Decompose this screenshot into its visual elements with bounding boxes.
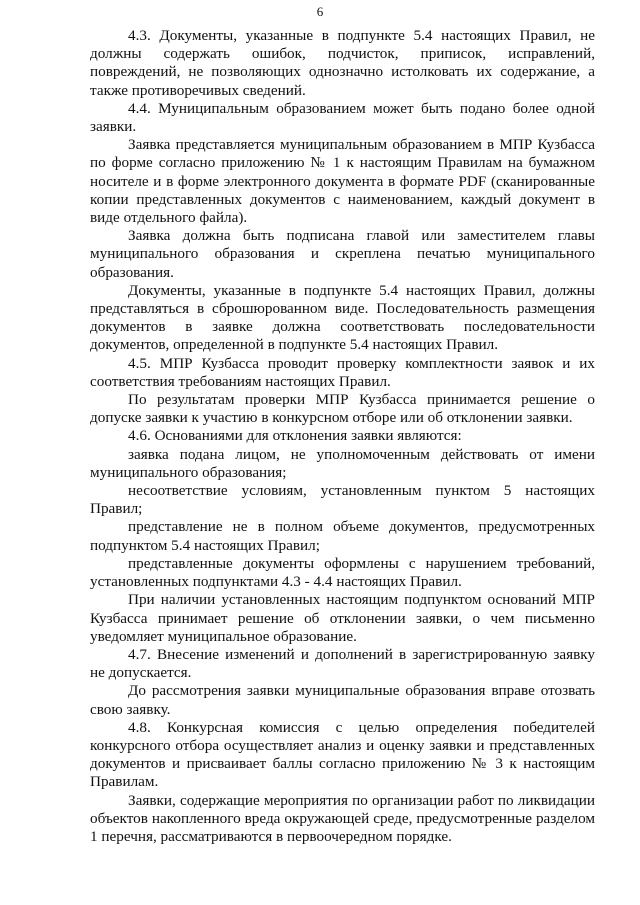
paragraph-4-5: 4.5. МПР Кузбасса проводит проверку комплектности заявок и их соответствия требованиям настоящих Правил.: [90, 354, 595, 390]
rejection-reason-violations: представленные документы оформлены с нарушением требований, установленных подпунктами 4.3 - 4.4 настоящих Правил.: [90, 554, 595, 591]
rejection-reason-noncompliance: несоответствие условиям, установленным пунктом 5 настоящих Правил;: [90, 482, 595, 518]
paragraph-4-4: 4.4. Муниципальным образованием может быть подано более одной заявки.: [90, 99, 595, 136]
document-body: [90, 27, 595, 846]
paragraph-4-7: 4.7. Внесение изменений и дополнений в зарегистрированную заявку не допускается.: [90, 645, 595, 682]
paragraph-application-submission: Заявка представляется муниципальным образованием в МПР Кузбасса по форме согласно приложению № 1 к настоящим Правилам на бумажном носителе и в форме электронного документа в формате PDF (сканированные копии представленных документов с наименованием, каждый документ в виде отдельного файла).: [90, 136, 595, 227]
paragraph-withdrawal: До рассмотрения заявки муниципальные образования вправе отозвать свою заявку.: [90, 682, 595, 718]
page-number: 6: [316, 4, 324, 19]
paragraph-4-3: 4.3. Документы, указанные в подпункте 5.4 настоящих Правил, не должны содержать ошибок, подчисток, приписок, исправлений, повреждений, не позволяющих однозначно истолковать их содержание, а также противоречивых сведений.: [90, 27, 595, 99]
paragraph-documents-binding: Документы, указанные в подпункте 5.4 настоящих Правил, должны представляться в сброшюрованном виде. Последовательность размещения документов в заявке должна соответствовать последовательности документов, определенной в подпункте 5.4 настоящих Правил.: [90, 281, 595, 354]
paragraph-application-signature: Заявка должна быть подписана главой или заместителем главы муниципального образования и скреплена печатью муниципального образования.: [90, 227, 595, 281]
paragraph-priority: Заявки, содержащие мероприятия по организации работ по ликвидации объектов накопленного вреда окружающей среде, предусмотренные разделом 1 перечня, рассматриваются в первоочередном порядке.: [90, 791, 595, 845]
paragraph-4-8: 4.8. Конкурсная комиссия с целью определения победителей конкурсного отбора осуществляет анализ и оценку заявки и представленных документов и присваивает баллы согласно приложению № 3 к настоящим Правилам.: [90, 718, 595, 791]
rejection-reason-incomplete: представление не в полном объеме документов, предусмотренных подпунктом 5.4 настоящих Правил;: [90, 518, 595, 554]
paragraph-verification-decision: По результатам проверки МПР Кузбасса принимается решение о допуске заявки к участию в конкурсном отборе или об отклонении заявки.: [90, 391, 595, 427]
paragraph-4-6: 4.6. Основаниями для отклонения заявки являются:: [128, 427, 462, 445]
rejection-reason-unauthorized: заявка подана лицом, не уполномоченным действовать от имени муниципального образования;: [90, 445, 595, 481]
paragraph-rejection-notice: При наличии установленных настоящим подпунктом оснований МПР Кузбасса принимает решение об отклонении заявки, о чем письменно уведомляет муниципальное образование.: [90, 591, 595, 645]
